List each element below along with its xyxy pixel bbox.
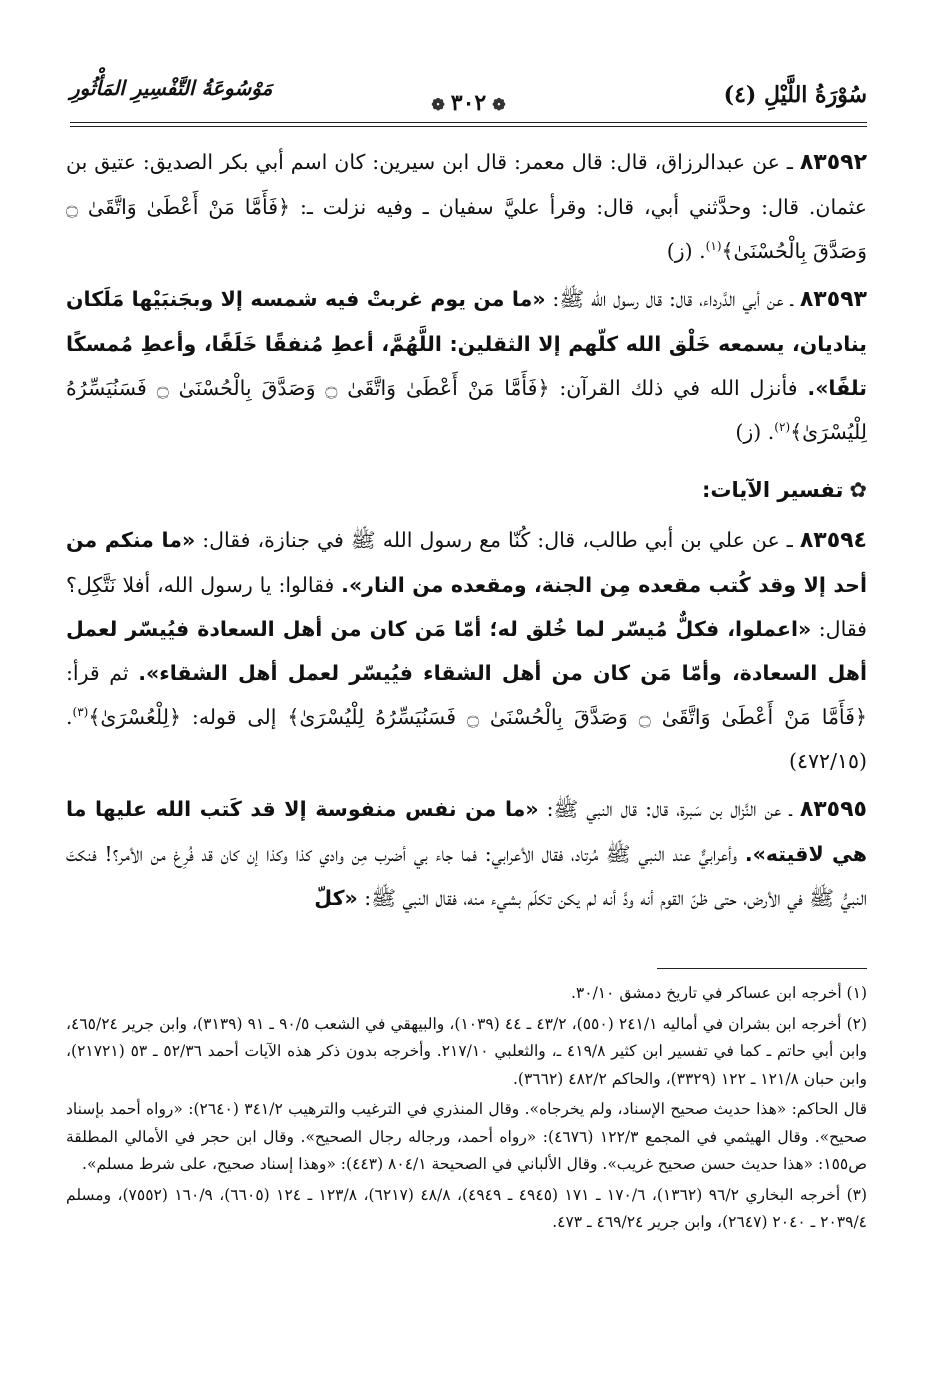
narration-text: ـ عن أبي الدَّرداء، قال: قال رسول الله ﷺ: (552, 287, 793, 311)
page-header (70, 68, 867, 124)
narration-tail: . (ز) (666, 239, 706, 263)
narration-text: ـ عن النَّزال بن سَبرة، قال: قال النبي ﷺ: (546, 797, 792, 821)
narration-number: ٨٣٥٩٢ (799, 150, 867, 175)
narration-number: ٨٣٥٩٤ (799, 528, 867, 553)
surah-title: سُوْرَةُ اللَّيْلِ (٤) (723, 82, 867, 108)
main-text (66, 140, 867, 924)
section-heading (66, 468, 867, 512)
footnote-separator (657, 968, 867, 969)
quran-verse: ﴿فَأَمَّا مَنْ أَعْطَىٰ وَاتَّقَىٰ ۝ وَصَدَّقَ بِالْحُسْنَىٰ﴾ (66, 195, 867, 263)
narration-text: ـ عن علي بن أبي طالب، قال: كُنّا مع رسول الله ﷺ في جنازة، فقال: (202, 528, 793, 552)
narration-number: ٨٣٥٩٣ (799, 287, 867, 312)
footnote-ref: (٢) (774, 420, 791, 435)
footnotes (66, 980, 867, 1240)
narration-text-2: وأعرابيٌّ عند النبي ﷺ مُرتاد، فقال الأعرابي: فما جاء بي أضرب مِن وادي كذا وكذا إن كان قد فُرِغ من الأمر؟! فنكتَ النبيُّ ﷺ في الأرض، حتى ظنّ القوم أنه ودَّ أنه لم يكن تكلّم بشيء منه، فقال النبي ﷺ: (66, 842, 867, 910)
hadith-text: «ما من نفس منفوسة إلا قد كَتب الله عليها ما هي لاقيته». (66, 797, 867, 866)
narration-83592 (66, 140, 867, 273)
hadith-text-2: «اعملوا، فكلٌّ مُيسّر لما خُلق له؛ أمّا مَن كان من أهل السعادة فيُيسّر لعمل أهل السعادة، وأمّا مَن كان من أهل الشقاء فيُيسّر لعمل أهل الشقاء». (66, 617, 867, 685)
narration-text-3: ثم قرأ: (66, 661, 129, 685)
footnote-ref: (١) (705, 239, 722, 254)
ornament-right-icon: ❁ (492, 95, 506, 114)
narration-text-2: فقالوا: يا رسول الله، أفلا نَتَّكِل؟ فقال: (66, 573, 867, 641)
hadith-text-2: «كلّ (314, 886, 358, 910)
footnote-2-grading: قال الحاكم: «هذا حديث صحيح الإسناد، ولم يخرجاه». وقال المنذري في الترغيب والترهيب ٣٤١/٢ (٢٦٤٠): «رواه أحمد بإسناد صحيح». وقال الهيثمي في المجمع ١٢٢/٣ (٤٦٧٦): «رواه أحمد، ورجاله رجال الصحيح». وقال ابن حجر في الأمالي المطلقة ص١٥٥: «هذا حديث حسن صحيح غريب». وقال الألباني في الصحيحة ٨٠٤/١ (٤٤٣): «وهذا إسناد صحيح، على شرط مسلم». (66, 1100, 867, 1173)
narration-83593 (66, 277, 867, 454)
book-title: مَوْسُوعَةُ التَّفْسِيرِ المَأْثُورِ (70, 76, 273, 100)
narration-text-4: إلى قوله: (191, 705, 277, 729)
narration-text-2: فأنزل الله في ذلك القرآن: (559, 376, 798, 400)
quran-verse: ﴿فَأَمَّا مَنْ أَعْطَىٰ وَاتَّقَىٰ ۝ وَصَدَّقَ بِالْحُسْنَىٰ ۝ فَسَنُيَسِّرُهُ لِلْيُسْرَىٰ﴾ (66, 376, 867, 444)
narration-number: ٨٣٥٩٥ (799, 797, 867, 822)
narration-text: ـ عن عبدالرزاق، قال: قال معمر: قال ابن سيرين: كان اسم أبي بكر الصديق: عتيق بن عثمان. قال: وحدَّثني أبي، قال: وقرأ عليَّ سفيان ـ وفيه نزلت ـ: (66, 150, 867, 219)
narration-tail: . (ز) (735, 420, 775, 444)
narration-tail: . (٤٧٢/١٥) (66, 705, 867, 773)
page-number: ٣٠٢ (450, 90, 487, 116)
footnote-3: (٣) أخرجه البخاري ٩٦/٢ (١٣٦٢)، ١٧٠/٦ ـ ١٧١ (٤٩٤٥ ـ ٤٩٤٩)، ٤٨/٨ (٦٢١٧)، ١٢٣/٨ ـ ١٢٤ (٦٦٠٥)، ١٦٠/٩ (٧٥٥٢)، ومسلم ٢٠٣٩/٤ ـ ٢٠٤٠ (٢٦٤٧)، وابن جرير ٤٦٩/٢٤ ـ ٤٧٣. (66, 1185, 868, 1231)
section-title: تفسير الآيات: (701, 478, 844, 502)
ornament-left-icon: ❁ (431, 95, 445, 114)
flower-icon: ✿ (849, 478, 867, 502)
footnote-ref: (٣) (72, 705, 89, 720)
hadith-text: «ما من يوم غربتْ فيه شمسه إلا وبجَنبَيْها مَلَكان يناديان، يسمعه خَلْق الله كلّهم إلا الثقلين: اللَّهُمَّ، أعطِ مُنفقًا خَلَفًا، وأعطِ مُمسكًا تلفًا». (66, 287, 867, 400)
narration-83594 (66, 518, 867, 783)
hadith-text: «ما منكم من أحد إلا وقد كُتب مقعده مِن الجنة، ومقعده من النار». (66, 528, 867, 597)
narration-83595 (66, 787, 867, 920)
header-rule (70, 122, 867, 123)
footnote-1: (١) أخرجه ابن عساكر في تاريخ دمشق ٣٠/١٠. (570, 984, 867, 1002)
quran-verse-2: ﴿لِلْعُسْرَىٰ﴾ (88, 705, 181, 729)
footnote-2: (٢) أخرجه ابن بشران في أماليه ٢٤١/١ (٥٥٠)، ٤٣/٢ ـ ٤٤ (١٠٣٩)، والبيهقي في الشعب ٩٠/٥ ـ ٩١ (٣١٣٩)، وابن جرير ٤٦٥/٢٤، وابن أبي حاتم ـ كما في تفسير ابن كثير ٤١٩/٨ ـ، والثعلبي ٢١٧/١٠. وأخرجه بدون ذكر هذه الآيات أحمد ٥٢/٣٦ ـ ٥٣ (٢١٧٢١)، وابن حبان ١٢١/٨ ـ ١٢٢ (٣٣٢٩)، والحاكم ٤٨٢/٢ (٣٦٦٢). (66, 1014, 868, 1088)
header-rule-thin (70, 126, 867, 127)
quran-verse: ﴿فَأَمَّا مَنْ أَعْطَىٰ وَاتَّقَىٰ ۝ وَصَدَّقَ بِالْحُسْنَىٰ ۝ فَسَنُيَسِّرُهُ لِلْيُسْرَىٰ﴾ (287, 705, 867, 729)
